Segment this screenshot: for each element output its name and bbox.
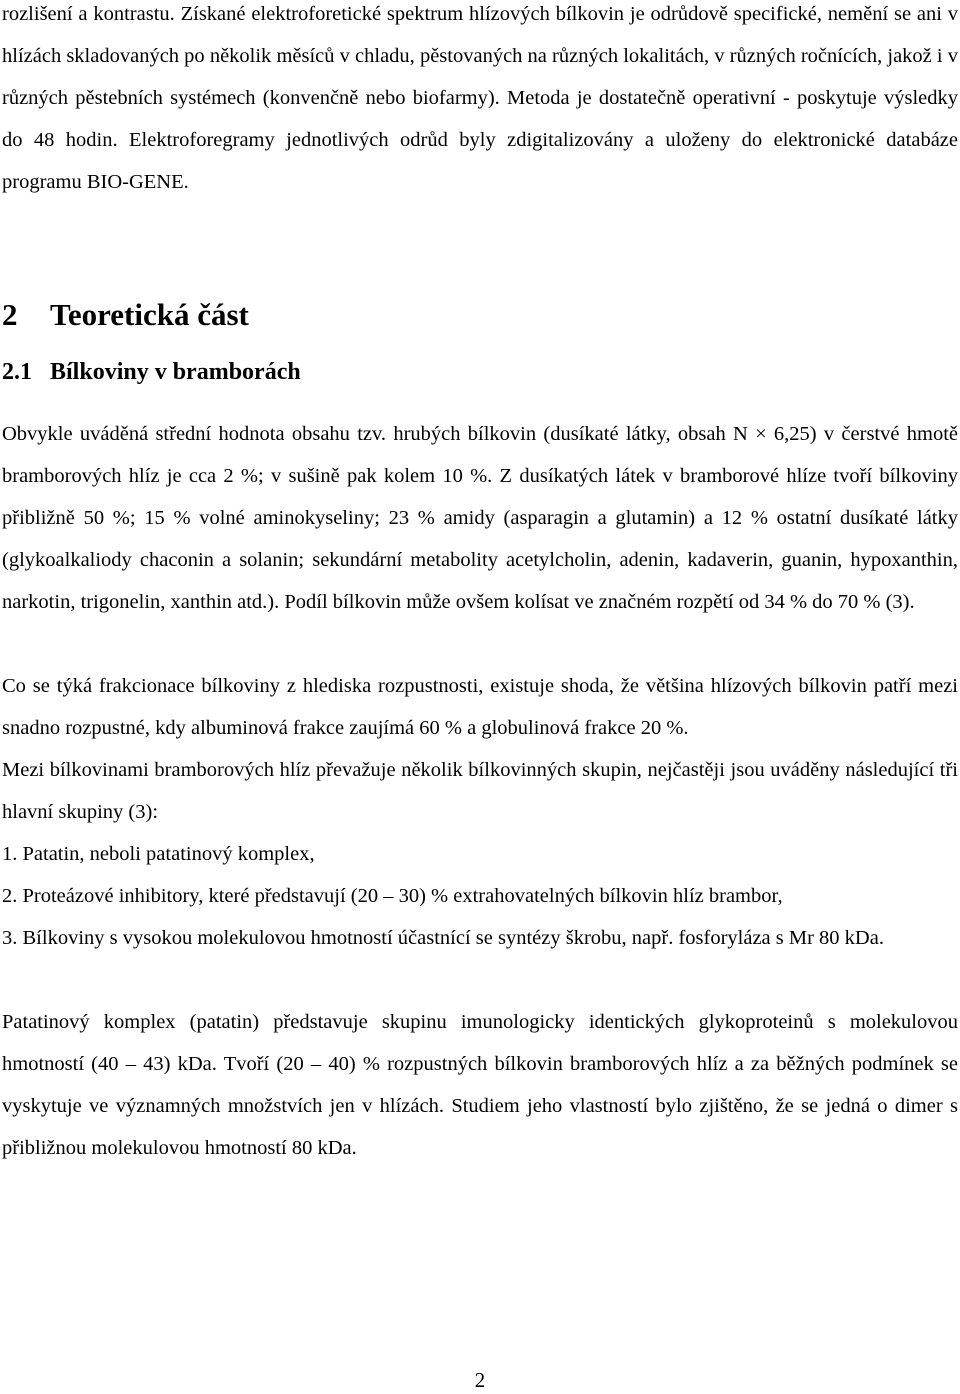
paragraph-fractionation: Co se týká frakcionace bílkoviny z hlediska rozpustnosti, existuje shoda, že většina hlízových bílkovin patří mezi snadno rozpustné, kdy albuminová frakce zaujímá 60 % a globulinová frakce 20 %. (2, 675, 958, 739)
chapter-heading (2, 293, 958, 337)
paragraph-patatin: Patatinový komplex (patatin) představuje skupinu imunologicky identických glykoproteinů s molekulovou hmotností (40 – 43) kDa. Tvoří (20 – 40) % rozpustných bílkovin bramborových hlíz a za běžných podmínek se vyskytuje ve významných množstvích jen v hlízách. Studiem jeho vlastností bylo zjištěno, že se jedná o dimer s přibližnou molekulovou hmotností 80 kDa. (2, 1011, 958, 1159)
list-item: 2. Proteázové inhibitory, které představují (20 – 30) % extrahovatelných bílkovin hlíz brambor, (2, 885, 783, 907)
protein-groups-list (2, 833, 958, 959)
section-heading (2, 353, 958, 391)
paragraph-protein-groups: Mezi bílkovinami bramborových hlíz převažuje několik bílkovinných skupin, nejčastěji jsou uváděny následující tři hlavní skupiny (3): (2, 759, 958, 823)
intro-paragraph: rozlišení a kontrastu. Získané elektroforetické spektrum hlízových bílkovin je odrůdově specifické, nemění se ani v hlízách skladovaných po několik měsíců v chladu, pěstovaných na různých lokalitách, v různých ročnících, jakož i v různých pěstebních systémech (konvenčně nebo biofarmy). Metoda je dostatečně operativní - poskytuje výsledky do 48 hodin. Elektroforegramy jednotlivých odrůd byly zdigitalizovány a uloženy do elektronické databáze programu BIO-GENE. (2, 3, 958, 193)
chapter-number: 2 (2, 297, 18, 332)
list-item: 1. Patatin, neboli patatinový komplex, (2, 843, 315, 865)
chapter-title: Teoretická část (50, 297, 249, 332)
paragraph-protein-content: Obvykle uváděná střední hodnota obsahu tzv. hrubých bílkovin (dusíkaté látky, obsah N × 6,25) v čerstvé hmotě bramborových hlíz je cca 2 %; v sušině pak kolem 10 %. Z dusíkatých látek v bramborové hlíze tvoří bílkoviny přibližně 50 %; 15 % volné aminokyseliny; 23 % amidy (asparagin a glutamin) a 12 % ostatní dusíkaté látky (glykoalkaliody chaconin a solanin; sekundární metabolity acetylcholin, adenin, kadaverin, guanin, hypoxanthin, narkotin, trigonelin, xanthin atd.). Podíl bílkovin může ovšem kolísat ve značném rozpětí od 34 % do 70 % (3). (2, 423, 958, 613)
list-item: 3. Bílkoviny s vysokou molekulovou hmotností účastnící se syntézy škrobu, např. fosforyláza s Mr 80 kDa. (2, 927, 884, 949)
page-number: 2 (474, 1368, 486, 1392)
section-number: 2.1 (2, 359, 32, 385)
section-title: Bílkoviny v bramborách (50, 359, 301, 385)
